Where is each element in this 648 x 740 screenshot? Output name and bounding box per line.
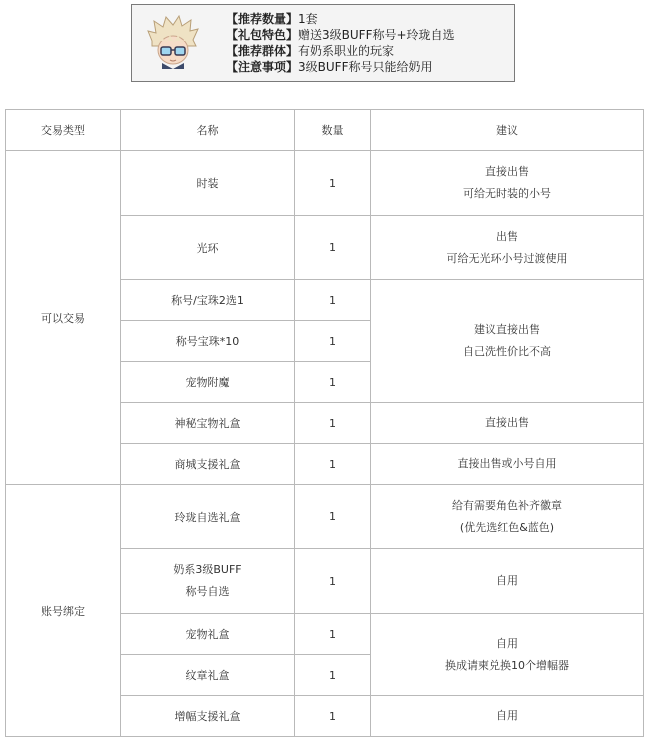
header-quantity: 数量	[295, 110, 371, 151]
table-row	[6, 151, 644, 216]
suggestion-line: 建议直接出售	[474, 323, 540, 336]
suggestion-cell	[371, 280, 644, 403]
item-qty-cell: 1	[295, 549, 371, 614]
package-info-card	[131, 4, 515, 82]
suggestion-cell	[371, 444, 644, 485]
card-line-key: 【推荐群体】	[226, 44, 299, 58]
suggestion-cell	[371, 549, 644, 614]
suggestion-line: 换成请柬兑换10个增幅器	[445, 658, 569, 672]
item-name-cell	[121, 549, 295, 614]
suggestion-cell	[371, 696, 644, 737]
suggestion-line: 自用	[496, 636, 518, 650]
card-line-key: 【注意事项】	[226, 60, 299, 74]
item-qty-cell: 1	[295, 655, 371, 696]
item-name-line: 商城支援礼盒	[174, 458, 241, 471]
package-items-table	[5, 109, 644, 737]
item-name-line: 称号/宝珠2选1	[171, 294, 244, 307]
card-text-lines	[226, 11, 455, 75]
item-name-line: 宠物礼盒	[185, 628, 230, 641]
item-qty-cell: 1	[295, 362, 371, 403]
suggestion-line: 直接出售	[485, 165, 529, 178]
suggestion-line: 直接出售或小号自用	[457, 457, 557, 470]
suggestion-line: 自己洗性价比不高	[463, 345, 551, 358]
header-trade-type: 交易类型	[6, 110, 121, 151]
card-line-target-group	[226, 43, 455, 59]
item-name-line: 宠物附魔	[185, 376, 230, 389]
card-line-key: 【推荐数量】	[226, 12, 299, 26]
item-name-cell	[121, 321, 295, 362]
item-name-cell	[121, 403, 295, 444]
header-name: 名称	[121, 110, 295, 151]
item-name-cell	[121, 614, 295, 655]
item-name-line: 奶系3级BUFF	[173, 563, 242, 576]
card-line-value: 有奶系职业的玩家	[298, 44, 395, 58]
suggestion-cell	[371, 216, 644, 280]
item-name-cell	[121, 655, 295, 696]
item-name-cell	[121, 485, 295, 549]
item-name-cell	[121, 280, 295, 321]
item-name-line: 神秘宝物礼盒	[174, 417, 241, 430]
item-qty-cell: 1	[295, 151, 371, 216]
suggestion-line: 可给无时装的小号	[463, 187, 551, 200]
card-line-value: 3级BUFF称号只能给奶用	[298, 60, 433, 74]
item-qty-cell: 1	[295, 485, 371, 549]
card-line-value: 赠送3级BUFF称号+玲珑自选	[298, 28, 455, 42]
suggestion-line: 自用	[496, 574, 518, 587]
item-qty-cell: 1	[295, 444, 371, 485]
table-row	[6, 485, 644, 549]
suggestion-cell	[371, 403, 644, 444]
item-name-cell	[121, 444, 295, 485]
chibi-character-avatar-icon	[146, 15, 200, 69]
item-name-line: 玲珑自选礼盒	[174, 510, 241, 524]
suggestion-line: 直接出售	[485, 416, 529, 429]
suggestion-line: (优先选红色&蓝色)	[459, 520, 555, 534]
card-line-value: 1套	[298, 12, 318, 26]
item-name-line: 时装	[196, 177, 219, 190]
item-name-cell	[121, 151, 295, 216]
item-qty-cell: 1	[295, 321, 371, 362]
suggestion-cell	[371, 614, 644, 696]
item-name-line: 称号自选	[185, 585, 230, 598]
item-name-cell	[121, 362, 295, 403]
card-line-recommend-qty	[226, 11, 455, 27]
card-line-package-feature	[226, 27, 455, 43]
header-suggestion: 建议	[371, 110, 644, 151]
item-qty-cell: 1	[295, 216, 371, 280]
item-name-line: 增幅支援礼盒	[174, 710, 241, 723]
item-name-line: 称号宝珠*10	[175, 335, 240, 348]
card-line-notice	[226, 59, 455, 75]
suggestion-line: 出售	[496, 229, 518, 243]
item-qty-cell: 1	[295, 696, 371, 737]
suggestion-cell	[371, 151, 644, 216]
item-qty-cell: 1	[295, 280, 371, 321]
item-qty-cell: 1	[295, 614, 371, 655]
suggestion-line: 自用	[496, 709, 518, 722]
item-name-line: 纹章礼盒	[185, 669, 230, 682]
trade-type-cell: 账号绑定	[6, 485, 121, 737]
card-line-key: 【礼包特色】	[226, 28, 299, 42]
table-header-row	[6, 110, 644, 151]
suggestion-line: 给有需要角色补齐徽章	[452, 498, 562, 512]
item-name-cell	[121, 696, 295, 737]
item-name-line: 光环	[196, 241, 219, 255]
item-qty-cell: 1	[295, 403, 371, 444]
trade-type-cell: 可以交易	[6, 151, 121, 485]
suggestion-cell	[371, 485, 644, 549]
suggestion-line: 可给无光环小号过渡使用	[446, 251, 568, 265]
item-name-cell	[121, 216, 295, 280]
